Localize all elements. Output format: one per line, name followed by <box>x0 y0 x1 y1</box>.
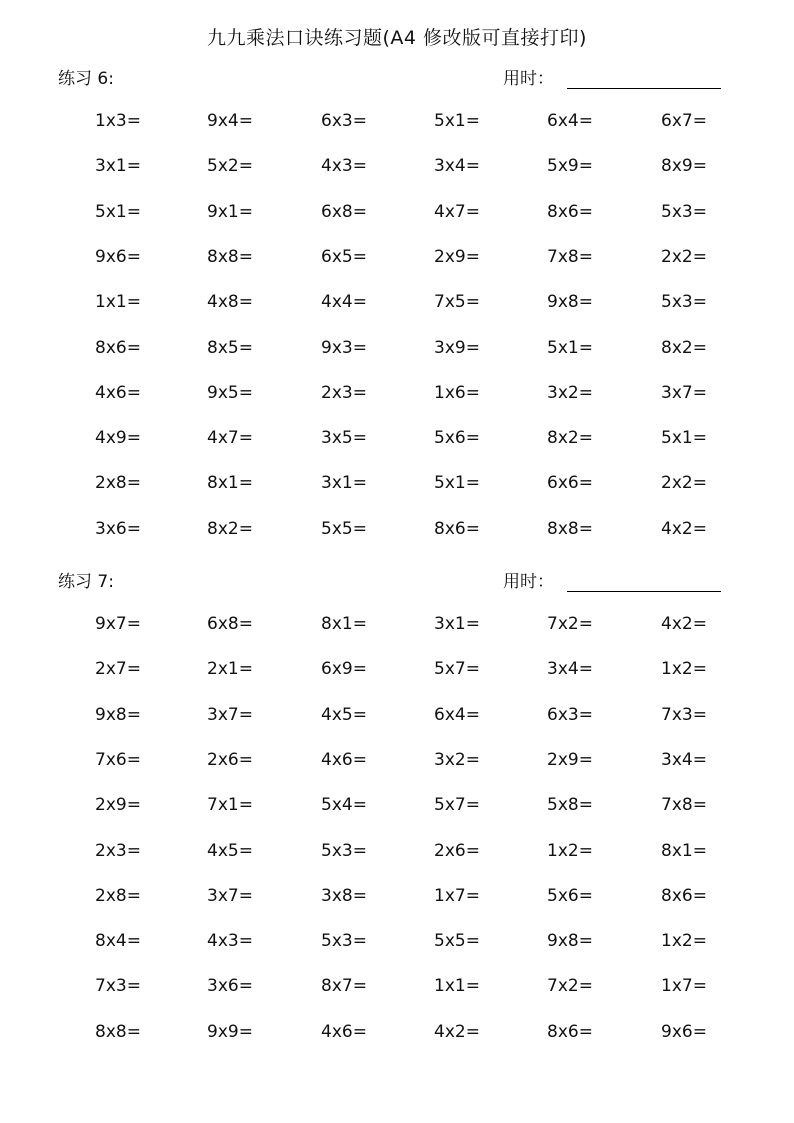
multiplication-problem: 4x2= <box>661 614 707 634</box>
multiplication-problem: 7x8= <box>661 795 707 815</box>
multiplication-problem: 5x3= <box>661 202 707 222</box>
multiplication-problem: 4x5= <box>207 841 253 861</box>
problem-row <box>0 745 794 775</box>
multiplication-problem: 3x7= <box>207 886 253 906</box>
multiplication-problem: 3x8= <box>321 886 367 906</box>
problem-row <box>0 971 794 1001</box>
multiplication-problem: 3x5= <box>321 428 367 448</box>
multiplication-problem: 8x2= <box>547 428 593 448</box>
multiplication-problem: 1x3= <box>95 111 141 131</box>
multiplication-problem: 8x2= <box>661 338 707 358</box>
multiplication-problem: 3x1= <box>321 473 367 493</box>
multiplication-problem: 4x6= <box>321 1022 367 1042</box>
multiplication-problem: 8x8= <box>547 519 593 539</box>
multiplication-problem: 5x1= <box>95 202 141 222</box>
multiplication-problem: 3x4= <box>547 659 593 679</box>
multiplication-problem: 3x4= <box>661 750 707 770</box>
multiplication-problem: 4x3= <box>321 156 367 176</box>
problem-row <box>0 1017 794 1047</box>
multiplication-problem: 8x8= <box>207 247 253 267</box>
multiplication-problem: 5x1= <box>434 111 480 131</box>
multiplication-problem: 8x6= <box>547 202 593 222</box>
multiplication-problem: 6x5= <box>321 247 367 267</box>
multiplication-problem: 9x8= <box>547 292 593 312</box>
multiplication-problem: 7x6= <box>95 750 141 770</box>
multiplication-problem: 8x7= <box>321 976 367 996</box>
multiplication-problem: 5x9= <box>547 156 593 176</box>
multiplication-problem: 2x6= <box>434 841 480 861</box>
problem-row <box>0 609 794 639</box>
problem-row <box>0 926 794 956</box>
page-title: 九九乘法口诀练习题(A4 修改版可直接打印) <box>207 27 587 49</box>
multiplication-problem: 5x6= <box>434 428 480 448</box>
multiplication-problem: 6x9= <box>321 659 367 679</box>
multiplication-problem: 8x6= <box>95 338 141 358</box>
multiplication-problem: 5x4= <box>321 795 367 815</box>
multiplication-problem: 2x6= <box>207 750 253 770</box>
multiplication-problem: 4x9= <box>95 428 141 448</box>
multiplication-problem: 3x6= <box>95 519 141 539</box>
multiplication-problem: 6x7= <box>661 111 707 131</box>
multiplication-problem: 8x9= <box>661 156 707 176</box>
multiplication-problem: 7x8= <box>547 247 593 267</box>
multiplication-problem: 6x8= <box>207 614 253 634</box>
problem-row <box>0 654 794 684</box>
multiplication-problem: 7x5= <box>434 292 480 312</box>
multiplication-problem: 5x5= <box>434 931 480 951</box>
multiplication-problem: 5x6= <box>547 886 593 906</box>
multiplication-problem: 1x7= <box>434 886 480 906</box>
multiplication-problem: 7x3= <box>95 976 141 996</box>
problem-row <box>0 333 794 363</box>
multiplication-problem: 1x1= <box>434 976 480 996</box>
multiplication-problem: 6x3= <box>321 111 367 131</box>
time-label: 用时： <box>503 572 554 592</box>
multiplication-problem: 5x7= <box>434 659 480 679</box>
multiplication-problem: 3x7= <box>207 705 253 725</box>
multiplication-problem: 1x7= <box>661 976 707 996</box>
problem-row <box>0 423 794 453</box>
multiplication-problem: 5x8= <box>547 795 593 815</box>
multiplication-problem: 8x2= <box>207 519 253 539</box>
multiplication-problem: 9x1= <box>207 202 253 222</box>
multiplication-problem: 4x6= <box>95 383 141 403</box>
multiplication-problem: 7x3= <box>661 705 707 725</box>
problem-row <box>0 287 794 317</box>
multiplication-problem: 9x8= <box>547 931 593 951</box>
problem-row <box>0 242 794 272</box>
problem-row <box>0 700 794 730</box>
multiplication-problem: 7x1= <box>207 795 253 815</box>
multiplication-problem: 6x6= <box>547 473 593 493</box>
multiplication-problem: 6x4= <box>434 705 480 725</box>
problem-row <box>0 378 794 408</box>
multiplication-problem: 9x3= <box>321 338 367 358</box>
multiplication-problem: 9x5= <box>207 383 253 403</box>
multiplication-problem: 8x6= <box>434 519 480 539</box>
multiplication-problem: 3x7= <box>661 383 707 403</box>
problem-row <box>0 514 794 544</box>
multiplication-problem: 1x2= <box>661 659 707 679</box>
multiplication-problem: 5x3= <box>321 841 367 861</box>
multiplication-problem: 2x2= <box>661 247 707 267</box>
section-header <box>0 569 794 599</box>
multiplication-problem: 3x1= <box>95 156 141 176</box>
multiplication-problem: 5x3= <box>661 292 707 312</box>
multiplication-problem: 5x1= <box>547 338 593 358</box>
multiplication-problem: 5x2= <box>207 156 253 176</box>
problem-row <box>0 106 794 136</box>
multiplication-problem: 4x5= <box>321 705 367 725</box>
multiplication-problem: 9x4= <box>207 111 253 131</box>
multiplication-problem: 3x9= <box>434 338 480 358</box>
multiplication-problem: 6x8= <box>321 202 367 222</box>
multiplication-problem: 9x9= <box>207 1022 253 1042</box>
problem-row <box>0 790 794 820</box>
multiplication-problem: 8x1= <box>661 841 707 861</box>
multiplication-problem: 8x1= <box>321 614 367 634</box>
multiplication-problem: 4x7= <box>434 202 480 222</box>
multiplication-problem: 9x7= <box>95 614 141 634</box>
multiplication-problem: 5x7= <box>434 795 480 815</box>
multiplication-problem: 2x2= <box>661 473 707 493</box>
multiplication-problem: 4x8= <box>207 292 253 312</box>
section-header <box>0 66 794 96</box>
multiplication-problem: 7x2= <box>547 976 593 996</box>
problem-row <box>0 468 794 498</box>
multiplication-problem: 9x6= <box>95 247 141 267</box>
multiplication-problem: 2x3= <box>95 841 141 861</box>
multiplication-problem: 1x6= <box>434 383 480 403</box>
time-answer-line <box>567 88 721 89</box>
multiplication-problem: 2x7= <box>95 659 141 679</box>
multiplication-problem: 2x1= <box>207 659 253 679</box>
multiplication-problem: 4x2= <box>661 519 707 539</box>
multiplication-problem: 9x8= <box>95 705 141 725</box>
multiplication-problem: 8x1= <box>207 473 253 493</box>
multiplication-problem: 9x6= <box>661 1022 707 1042</box>
multiplication-problem: 4x2= <box>434 1022 480 1042</box>
multiplication-problem: 3x2= <box>547 383 593 403</box>
multiplication-problem: 3x2= <box>434 750 480 770</box>
time-label: 用时： <box>503 69 554 89</box>
time-answer-line <box>567 591 721 592</box>
multiplication-problem: 1x2= <box>547 841 593 861</box>
multiplication-problem: 4x3= <box>207 931 253 951</box>
problem-row <box>0 881 794 911</box>
multiplication-problem: 5x1= <box>434 473 480 493</box>
multiplication-problem: 6x4= <box>547 111 593 131</box>
multiplication-problem: 3x4= <box>434 156 480 176</box>
multiplication-problem: 6x3= <box>547 705 593 725</box>
multiplication-problem: 4x6= <box>321 750 367 770</box>
multiplication-problem: 3x1= <box>434 614 480 634</box>
problem-row <box>0 836 794 866</box>
multiplication-problem: 1x2= <box>661 931 707 951</box>
multiplication-problem: 2x9= <box>434 247 480 267</box>
exercise-label: 练习 6: <box>58 69 114 89</box>
multiplication-problem: 8x6= <box>661 886 707 906</box>
problem-row <box>0 151 794 181</box>
multiplication-problem: 3x6= <box>207 976 253 996</box>
multiplication-problem: 2x3= <box>321 383 367 403</box>
multiplication-problem: 5x5= <box>321 519 367 539</box>
multiplication-problem: 8x4= <box>95 931 141 951</box>
multiplication-problem: 2x8= <box>95 886 141 906</box>
multiplication-problem: 8x5= <box>207 338 253 358</box>
multiplication-problem: 8x6= <box>547 1022 593 1042</box>
problem-row <box>0 197 794 227</box>
multiplication-problem: 2x8= <box>95 473 141 493</box>
multiplication-problem: 5x1= <box>661 428 707 448</box>
multiplication-problem: 7x2= <box>547 614 593 634</box>
multiplication-problem: 4x4= <box>321 292 367 312</box>
multiplication-problem: 8x8= <box>95 1022 141 1042</box>
multiplication-problem: 2x9= <box>95 795 141 815</box>
multiplication-problem: 1x1= <box>95 292 141 312</box>
multiplication-problem: 5x3= <box>321 931 367 951</box>
multiplication-problem: 4x7= <box>207 428 253 448</box>
multiplication-problem: 2x9= <box>547 750 593 770</box>
exercise-label: 练习 7: <box>58 572 114 592</box>
